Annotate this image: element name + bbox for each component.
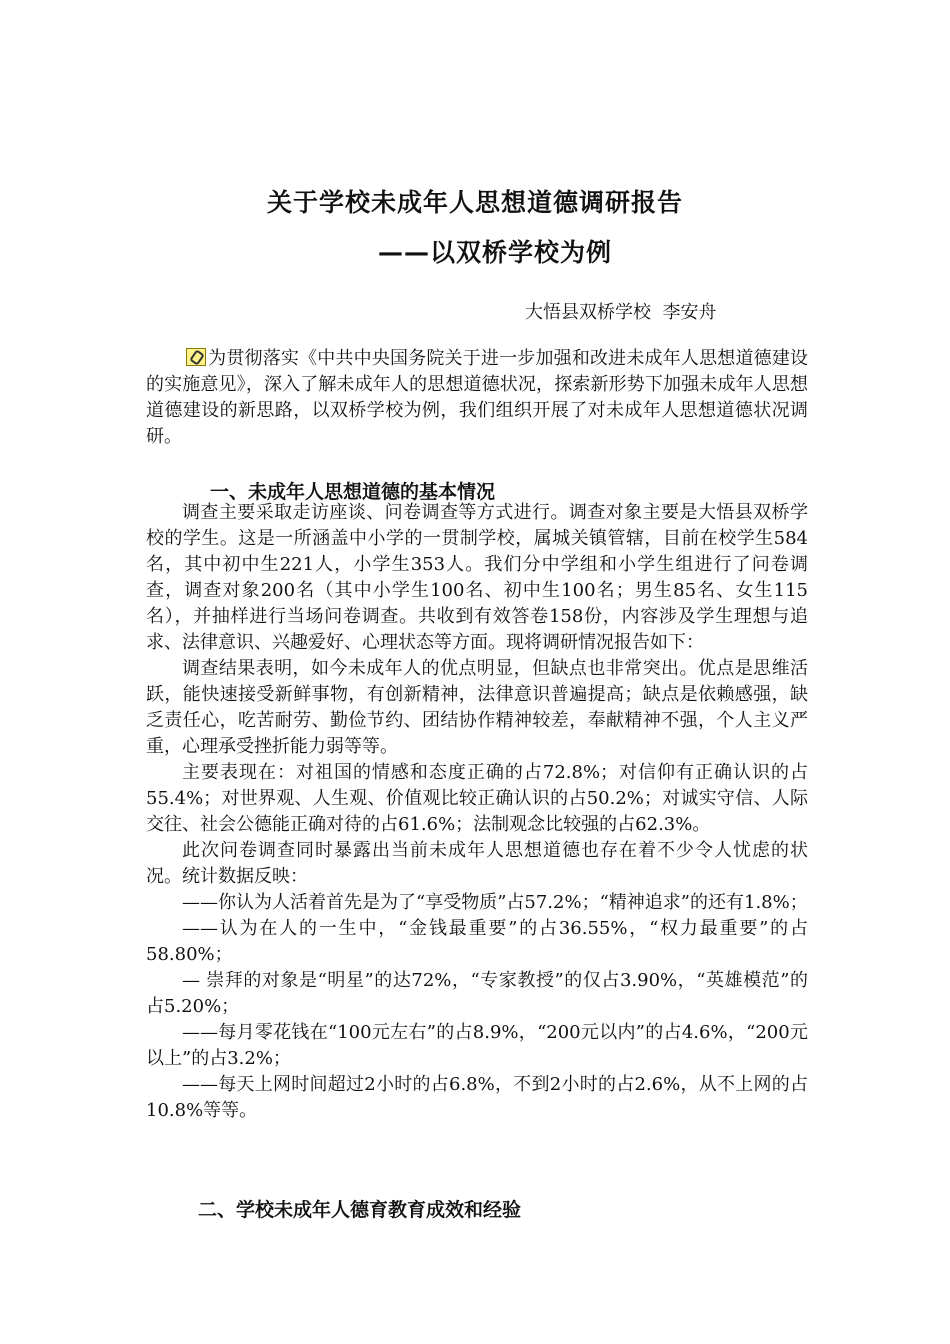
intro-block — [146, 346, 808, 450]
section2-heading: 二、学校未成年人德育教育成效和经验 — [198, 1199, 522, 1221]
stat-item: ——每月零花钱在“100元左右”的占8.9%，“200元以内”的占4.6%，“200元以上”的占3.2%； — [146, 1022, 808, 1069]
stat-item: — 崇拜的对象是“明星”的达72%，“专家教授”的仅占3.90%，“英雄模范”的占5.20%； — [146, 970, 808, 1017]
report-subtitle: ——以双桥学校为例 — [377, 238, 612, 267]
stat-item: ——认为在人的一生中，“金钱最重要”的占36.55%，“权力最重要”的占58.80%； — [146, 918, 808, 965]
author-line: 大悟县双桥学校 李安舟 — [525, 302, 717, 323]
section1-paragraph: 调查主要采取走访座谈、问卷调查等方式进行。调查对象主要是大悟县双桥学校的学生。这是一所涵盖中小学的一贯制学校，属城关镇管辖，目前在校学生584名，其中初中生221人，小学生353人。我们分中学组和小学生组进行了问卷调查，调查对象200名（其中小学生100名、初中生100名；男生85名、女生115名），并抽样进行当场问卷调查。共收到有效答卷158份，内容涉及学生理想与追求、法律意识、兴趣爱好、心理状态等方面。现将调研情况报告如下： — [146, 502, 808, 653]
section1-body — [146, 500, 808, 1124]
section1-paragraph: 此次问卷调查同时暴露出当前未成年人思想道德也存在着不少令人忧虑的状况。统计数据反映： — [146, 840, 808, 887]
section1-paragraph: 调查结果表明，如今未成年人的优点明显，但缺点也非常突出。优点是思维活跃，能快速接受新鲜事物，有创新精神，法律意识普遍提高；缺点是依赖感强，缺乏责任心，吃苦耐劳、勤俭节约、团结协作精神较差，奉献精神不强，个人主义严重，心理承受挫折能力弱等等。 — [146, 658, 808, 757]
intro-text: 为贯彻落实《中共中央国务院关于进一步加强和改进未成年人思想道德建设的实施意见》，深入了解未成年人的思想道德状况，探索新形势下加强未成年人思想道德建设的新思路，以双桥学校为例，我们组织开展了对未成年人思想道德状况调研。 — [146, 348, 808, 447]
intro-paragraph — [146, 346, 808, 450]
section1-paragraph: 主要表现在：对祖国的情感和态度正确的占72.8%；对信仰有正确认识的占55.4%；对世界观、人生观、价值观比较正确认识的占50.2%；对诚实守信、人际交往、社会公德能正确对待的占61.6%；法制观念比较强的占62.3%。 — [146, 762, 808, 835]
section1-heading: 一、未成年人思想道德的基本情况 — [210, 481, 496, 503]
stat-item: ——你认为人活着首先是为了“享受物质”占57.2%；“精神追求”的还有1.8%； — [182, 892, 808, 913]
note-icon[interactable] — [186, 348, 206, 366]
stat-item: ——每天上网时间超过2小时的占6.8%，不到2小时的占2.6%，从不上网的占10.8%等等。 — [146, 1074, 808, 1121]
report-title: 关于学校未成年人思想道德调研报告 — [266, 188, 683, 217]
